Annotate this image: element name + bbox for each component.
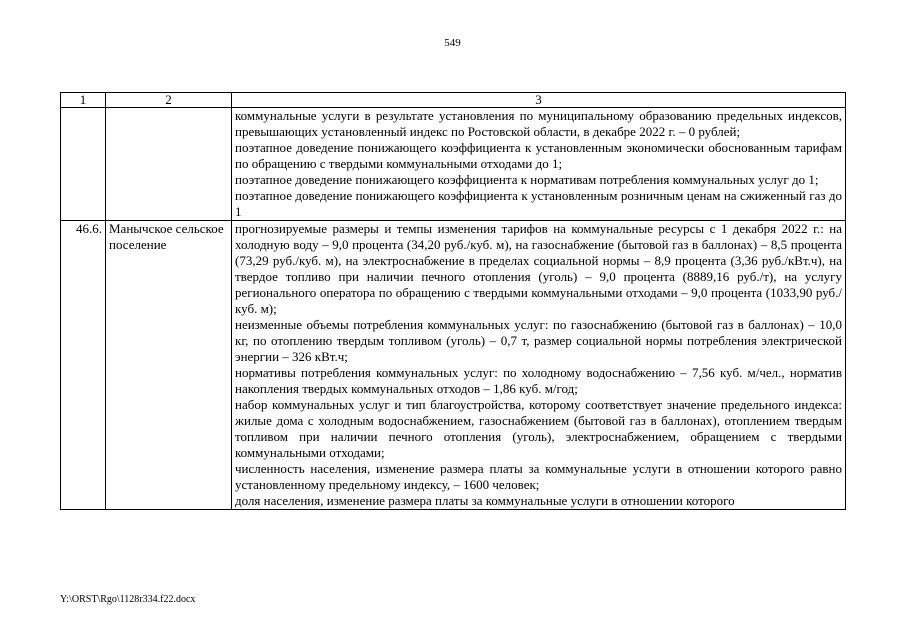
page-number: 549 [444, 37, 461, 49]
table-row [61, 108, 846, 221]
description-paragraph: коммунальные услуги в результате установления по муниципальному образованию предельных индексов, превышающих установленный индекс по Ростовской области, в декабре 2022 г. – 0 рублей; [235, 108, 842, 139]
row-municipality [106, 108, 232, 221]
row-description [232, 221, 846, 510]
description-paragraph: нормативы потребления коммунальных услуг: по холодному водоснабжению – 7,56 куб. м/чел., норматив накопления твердых коммунальных отходов – 1,86 куб. м/год; [235, 365, 842, 396]
row-municipality: Манычское сельское поселение [106, 221, 232, 510]
description-paragraph: набор коммунальных услуг и тип благоустройства, которому соответствует значение предельного индекса: жилые дома с холодным водоснабжением, газоснабжением (бытовой газ в баллонах), отоплением твердым топливом при наличии печного отопления (уголь), электроснабжением, обращением с твердыми коммунальными отходами; [235, 397, 842, 460]
row-description [232, 108, 846, 221]
document-file-path: Y:\ORST\Rgo\1128r334.f22.docx [60, 594, 196, 605]
header-col-1: 1 [61, 93, 106, 108]
description-paragraph: поэтапное доведение понижающего коэффициента к установленным экономически обоснованным тарифам по обращению с твердыми коммунальными отходами до 1; [235, 140, 842, 171]
description-paragraph: поэтапное доведение понижающего коэффициента к установленным розничным ценам на сжиженный газ до 1 [235, 188, 842, 219]
header-col-3: 3 [232, 93, 846, 108]
table-row [61, 221, 846, 510]
description-paragraph: поэтапное доведение понижающего коэффициента к нормативам потребления коммунальных услуг до 1; [235, 172, 819, 187]
row-number: 46.6. [61, 221, 106, 510]
description-paragraph: прогнозируемые размеры и темпы изменения тарифов на коммунальные ресурсы с 1 декабря 2022 г.: на холодную воду – 9,0 процента (34,20 руб./куб. м), на газоснабжение (бытовой газ в баллонах) – 8,5 процента (73,29 руб./куб. м), на электроснабжение в пределах социальной нормы – 8,9 процента (3,36 руб./кВт.ч), на твердое топливо при наличии печного отопления (уголь) – 9,0 процента (8889,16 руб./т), на услугу регионального оператора по обращению с твердыми коммунальными отходами – 9,0 процента (1033,90 руб./куб. м); [235, 221, 842, 316]
description-paragraph: численность населения, изменение размера платы за коммунальные услуги в отношении которого равно установленному предельному индексу, – 1600 человек; [235, 461, 842, 492]
description-paragraph: неизменные объемы потребления коммунальных услуг: по газоснабжению (бытовой газ в баллонах) – 10,0 кг, по отоплению твердым топливом (уголь) – 0,7 т, размер социальной нормы потребления электрической энергии – 326 кВт.ч; [235, 317, 842, 364]
header-col-2: 2 [106, 93, 232, 108]
tariff-table [60, 92, 846, 510]
table-header-row [61, 93, 846, 108]
description-paragraph: доля населения, изменение размера платы за коммунальные услуги в отношении которого [235, 493, 735, 508]
row-number [61, 108, 106, 221]
